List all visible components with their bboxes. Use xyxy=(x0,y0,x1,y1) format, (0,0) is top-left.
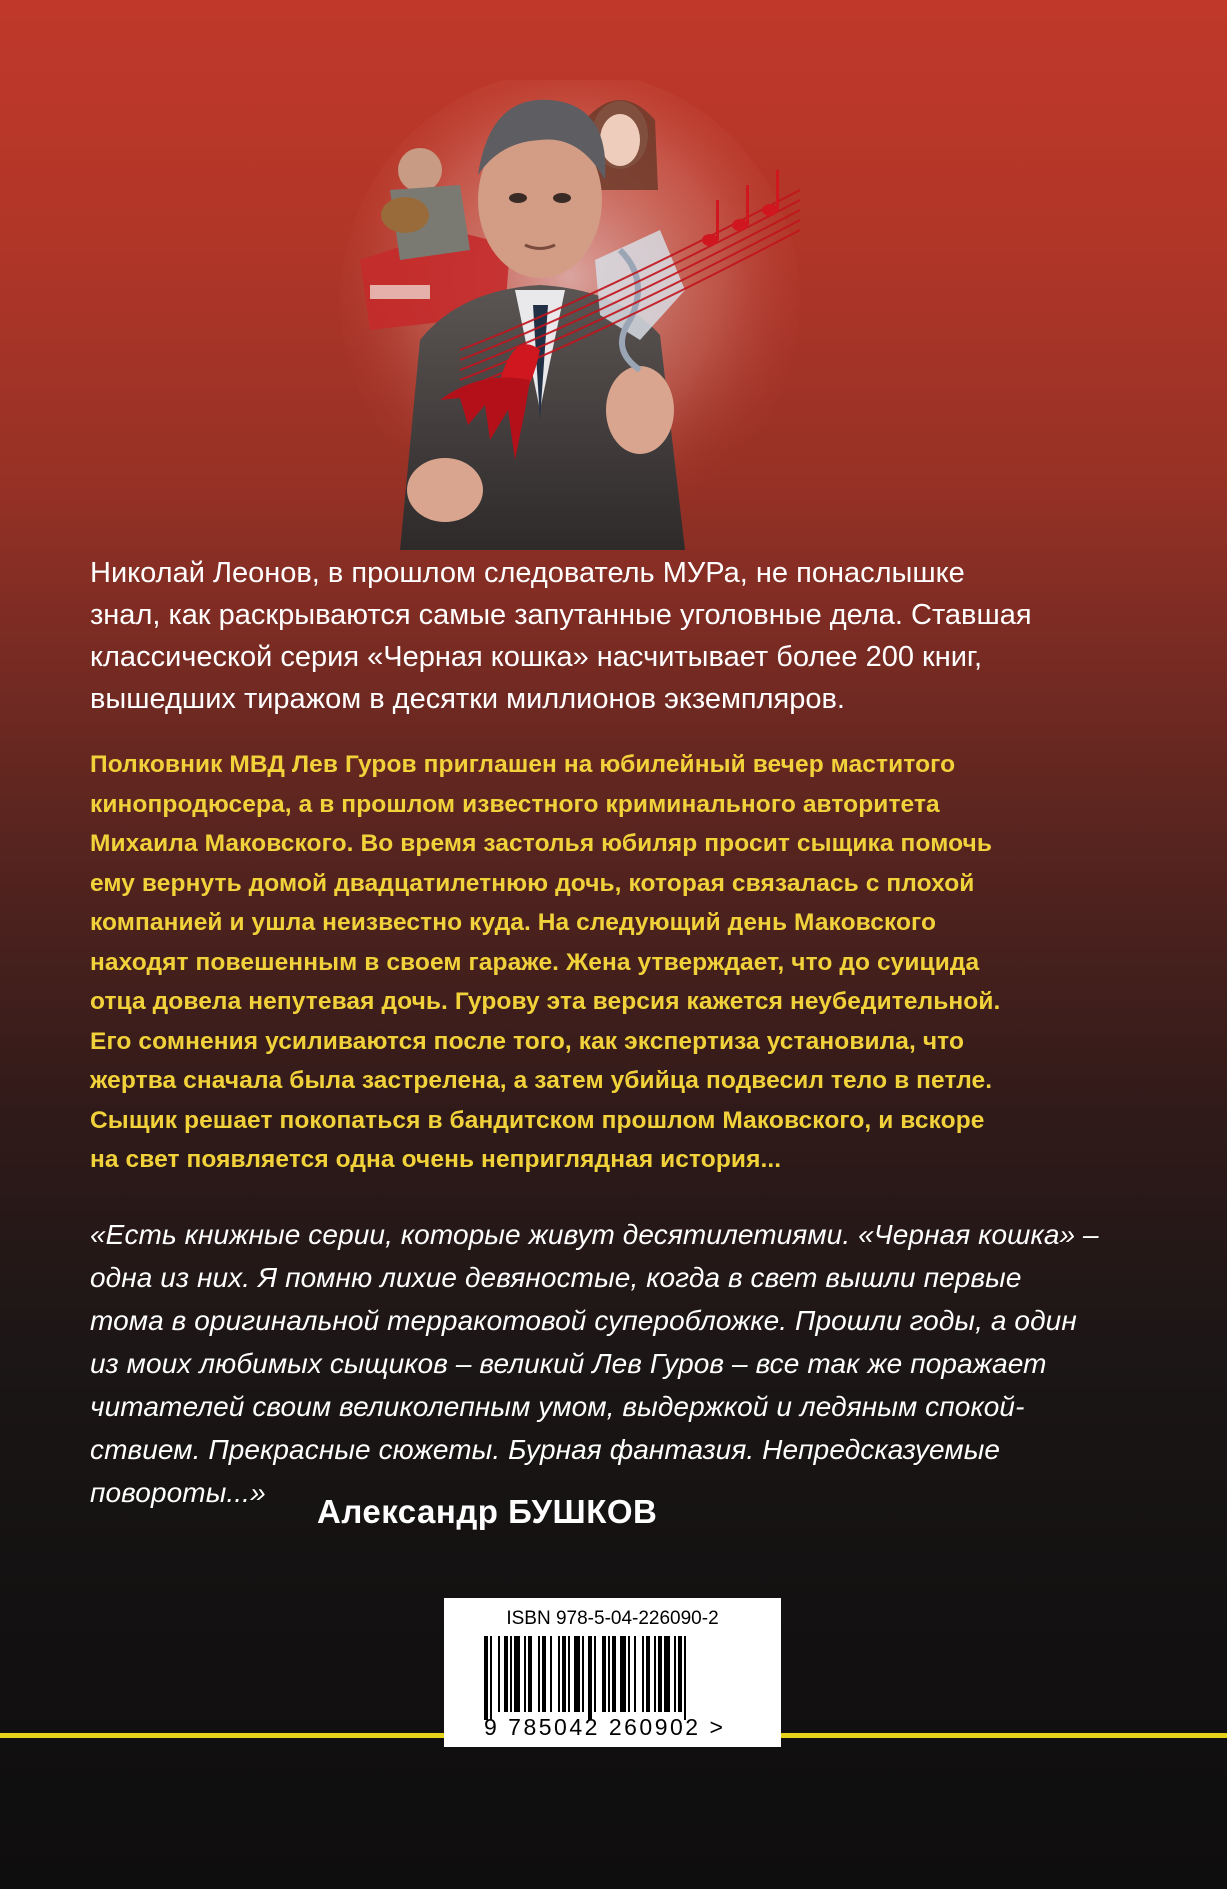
barcode-bar xyxy=(634,1636,636,1712)
barcode-bar xyxy=(528,1636,532,1712)
review-quote-text: «Есть книжные серии, которые живут десятилетиями. «Черная кошка» – одна из них. Я помню лихие девяностые, когда в свет вышли первые тома в оригинальной терракотовой суперобложке. Прошли годы, а один из моих любимых сыщиков – великий Лев Гуров – все так же поражает читателей своим великолепным умом, выдержкой и ледяным спокой- ствием. Прекрасные сюжеты. Бурная фантазия. Непредсказуемые повороты...» xyxy=(90,1219,1099,1508)
barcode-bar xyxy=(574,1636,580,1712)
barcode-bar xyxy=(646,1636,650,1712)
author-intro-text: Николай Леонов, в прошлом следователь МУРа, не понаслышке знал, как раскрываются самые запутанные уголовные дела. Ставшая классической серия «Черная кошка» насчитывает более 200 книг, вышедших тиражом в десятки миллионов экземпляров. xyxy=(90,557,1032,715)
barcode-bar xyxy=(594,1636,596,1712)
barcode-bar xyxy=(498,1636,500,1712)
barcode-bar xyxy=(538,1636,540,1712)
cover-illustration xyxy=(340,80,800,560)
barcode-bar xyxy=(582,1636,584,1712)
barcode-bar xyxy=(612,1636,616,1712)
isbn-label: ISBN 978-5-04-226090-2 xyxy=(506,1608,719,1629)
barcode-bar xyxy=(562,1636,566,1712)
barcode-bar xyxy=(628,1636,630,1712)
barcode-bar xyxy=(684,1636,686,1720)
book-synopsis-text: Полковник МВД Лев Гуров приглашен на юбилейный вечер маститого кинопродюсера, а в прошлом известного криминального авторитета Михаила Маковского. Во время застолья юбиляр просит сыщика помочь ему вернуть домой двадцатилетнюю дочь, которая связалась с плохой компанией и ушла неизвестно куда. На следующий день Маковского находят повешенным в своем гараже. Жена утверждает, что до суицида отца довела непутевая дочь. Гурову эта версия кажется неубедительной. Его сомнения усиливаются после того, как экспертиза установила, что жертва сначала была застрелена, а затем убийца подвесил тело в петле. Сыщик решает покопаться в бандитском прошлом Маковского, и вскоре на свет появляется одна очень неприглядная история... xyxy=(90,751,1001,1173)
barcode-bar xyxy=(558,1636,560,1712)
barcode-bar xyxy=(510,1636,512,1712)
barcode-bar xyxy=(608,1636,610,1712)
barcode-bar xyxy=(490,1636,492,1720)
barcode-bar xyxy=(550,1636,552,1712)
isbn-barcode-block xyxy=(444,1598,781,1747)
barcode-bar xyxy=(484,1636,488,1720)
quote-author-name: Александр БУШКОВ xyxy=(317,1493,658,1530)
barcode-bar xyxy=(642,1636,644,1712)
barcode-bar xyxy=(658,1636,662,1712)
barcode-bar xyxy=(664,1636,670,1712)
barcode-bar xyxy=(674,1636,676,1712)
barcode-bar xyxy=(654,1636,656,1712)
barcode-bar xyxy=(602,1636,606,1712)
barcode-bar xyxy=(588,1636,592,1720)
barcode-bar xyxy=(542,1636,546,1712)
barcode-digits: 9 785042 260902 > xyxy=(484,1714,726,1740)
barcode-bar xyxy=(504,1636,508,1712)
barcode-bar xyxy=(514,1636,520,1712)
barcode-bar xyxy=(620,1636,626,1712)
barcode-bar xyxy=(524,1636,526,1712)
barcode-bar xyxy=(568,1636,570,1712)
barcode-bar xyxy=(678,1636,682,1712)
